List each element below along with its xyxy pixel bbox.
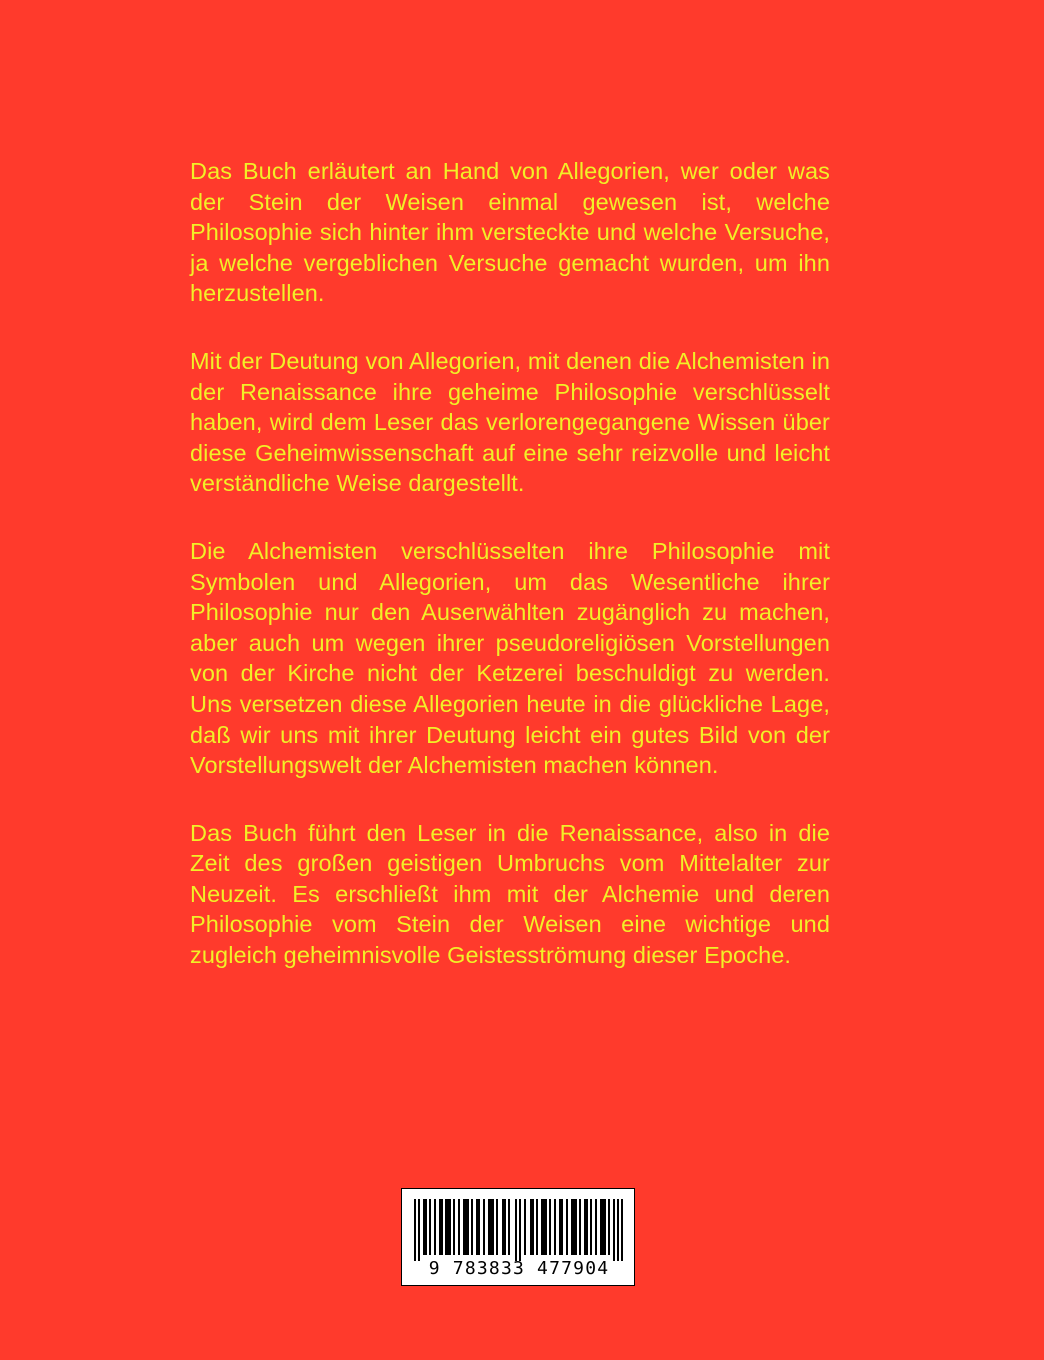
barcode-bars <box>414 1199 624 1261</box>
paragraph-allegories: Mit der Deutung von Allegorien, mit denen die Alchemisten in der Renaissance ihre geheime Philosophie verschlüsselt haben, wird dem Leser das verlorengegangene Wissen über diese Geheimwissenschaft auf eine sehr reizvolle und leicht verständliche Weise dargestellt. <box>190 347 830 497</box>
isbn-barcode <box>401 1188 635 1286</box>
paragraph-renaissance: Das Buch führt den Leser in die Renaissance, also in die Zeit des großen geistigen Umbruchs vom Mittelalter zur Neuzeit. Es erschließt ihm mit der Alchemie und deren Philosophie vom Stein der Weisen eine wichtige und zugleich geheimnisvolle Geistesströmung dieser Epoche. <box>190 819 830 969</box>
isbn-digits: 9 783833 477904 <box>428 1258 610 1279</box>
paragraph-intro: Das Buch erläutert an Hand von Allegorien, wer oder was der Stein der Weisen einmal gewesen ist, welche Philosophie sich hinter ihm versteckte und welche Versuche, ja welche vergeblichen Versuche gemacht wurden, um ihn herzustellen. <box>190 158 830 307</box>
paragraph-symbols: Die Alchemisten verschlüsselten ihre Philosophie mit Symbolen und Allegorien, um das Wesentliche ihrer Philosophie nur den Auserwählten zugänglich zu machen, aber auch um wegen ihrer pseudoreligiösen Vorstellungen von der Kirche nicht der Ketzerei beschuldigt zu werden. Uns versetzen diese Allegorien heute in die glückliche Lage, daß wir uns mit ihrer Deutung leicht ein gutes Bild von der Vorstellungswelt der Alchemisten machen können. <box>190 537 830 779</box>
blurb-text <box>190 156 830 1008</box>
